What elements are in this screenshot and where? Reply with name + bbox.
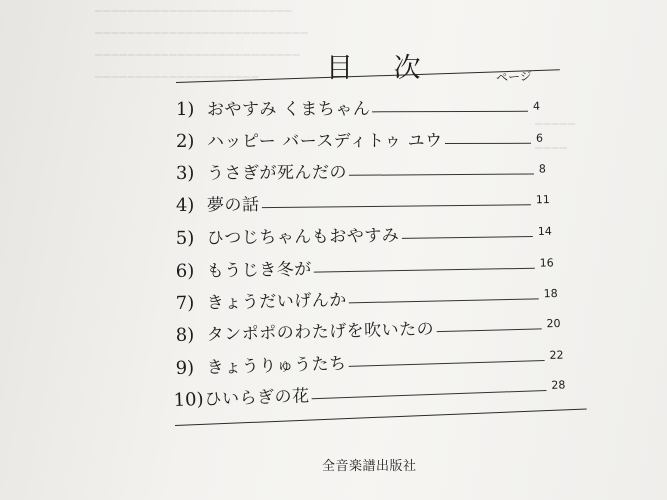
page-column-label: ページ [495, 69, 533, 85]
entry-title: もうじき冬が [206, 259, 312, 282]
entry-title: きょうりゅうたち [206, 353, 347, 379]
toc-entry [176, 157, 546, 184]
entry-page: 14 [537, 224, 552, 238]
toc-entry [176, 95, 540, 120]
entry-number: 4) [175, 194, 195, 216]
entry-title: ハッピー バースディトゥ ユウ [206, 131, 443, 152]
entry-number: 5) [175, 227, 195, 249]
entry-page: 22 [549, 348, 564, 362]
entry-number: 9) [175, 357, 195, 379]
publisher-name: 全音楽譜出版社 [322, 459, 417, 474]
entry-title: きょうだいげんか [206, 290, 347, 314]
entry-title: うさぎが死んだの [206, 162, 347, 184]
entry-number: 3) [175, 162, 195, 184]
entry-title: タンポポのわたげを吹いたの [206, 319, 435, 346]
entry-page: 6 [535, 131, 543, 145]
entry-number: 7) [175, 292, 195, 314]
toc-entry [175, 344, 564, 379]
leader-line [314, 268, 535, 273]
bottom-rule [175, 408, 587, 426]
toc-entry [176, 220, 552, 249]
entry-page: 28 [551, 378, 566, 392]
leader-line [349, 298, 539, 303]
leader-line [445, 143, 531, 144]
entry-title: ひいらぎの花 [204, 386, 310, 410]
entry-number: 10) [173, 388, 204, 411]
show-through-text: ━━━━━━━━━━━━━━━━━━━━━━━━ ━━━━━━━━━━━━━━━━━━━━━━━━━━ ━━━━━━━━━━━━━━━━━━━━━━━━━ ━━━━━━━━━━━━━━━━━━━━ ━━━━━ ━━━━ [95, 4, 577, 155]
leader-line [312, 390, 547, 399]
toc-entry [176, 188, 550, 216]
entry-page: 18 [543, 287, 558, 301]
leader-line [372, 111, 528, 113]
leader-line [261, 204, 530, 208]
leader-line [436, 328, 541, 332]
leader-line [349, 174, 534, 176]
toc-entry [175, 312, 560, 346]
entry-title: ひつじちゃんもおやすみ [206, 225, 400, 249]
leader-line [349, 360, 545, 367]
entry-page: 16 [539, 256, 554, 270]
entry-title: おやすみ くまちゃん [206, 99, 371, 120]
entry-page: 20 [546, 316, 561, 331]
leader-line [401, 236, 533, 239]
entry-number: 1) [175, 98, 195, 120]
toc-entry [175, 282, 557, 314]
entry-number: 8) [175, 324, 195, 346]
toc-entry [176, 251, 554, 282]
entry-title: 夢の話 [206, 195, 260, 216]
toc-entry [173, 373, 566, 411]
entry-number: 6) [175, 260, 195, 282]
entry-page: 8 [538, 162, 546, 176]
toc-entry [176, 127, 543, 152]
toc-title: 目 次 [326, 53, 437, 84]
entry-page: 4 [532, 99, 540, 113]
entry-page: 11 [535, 193, 550, 207]
entry-number: 2) [175, 130, 195, 152]
